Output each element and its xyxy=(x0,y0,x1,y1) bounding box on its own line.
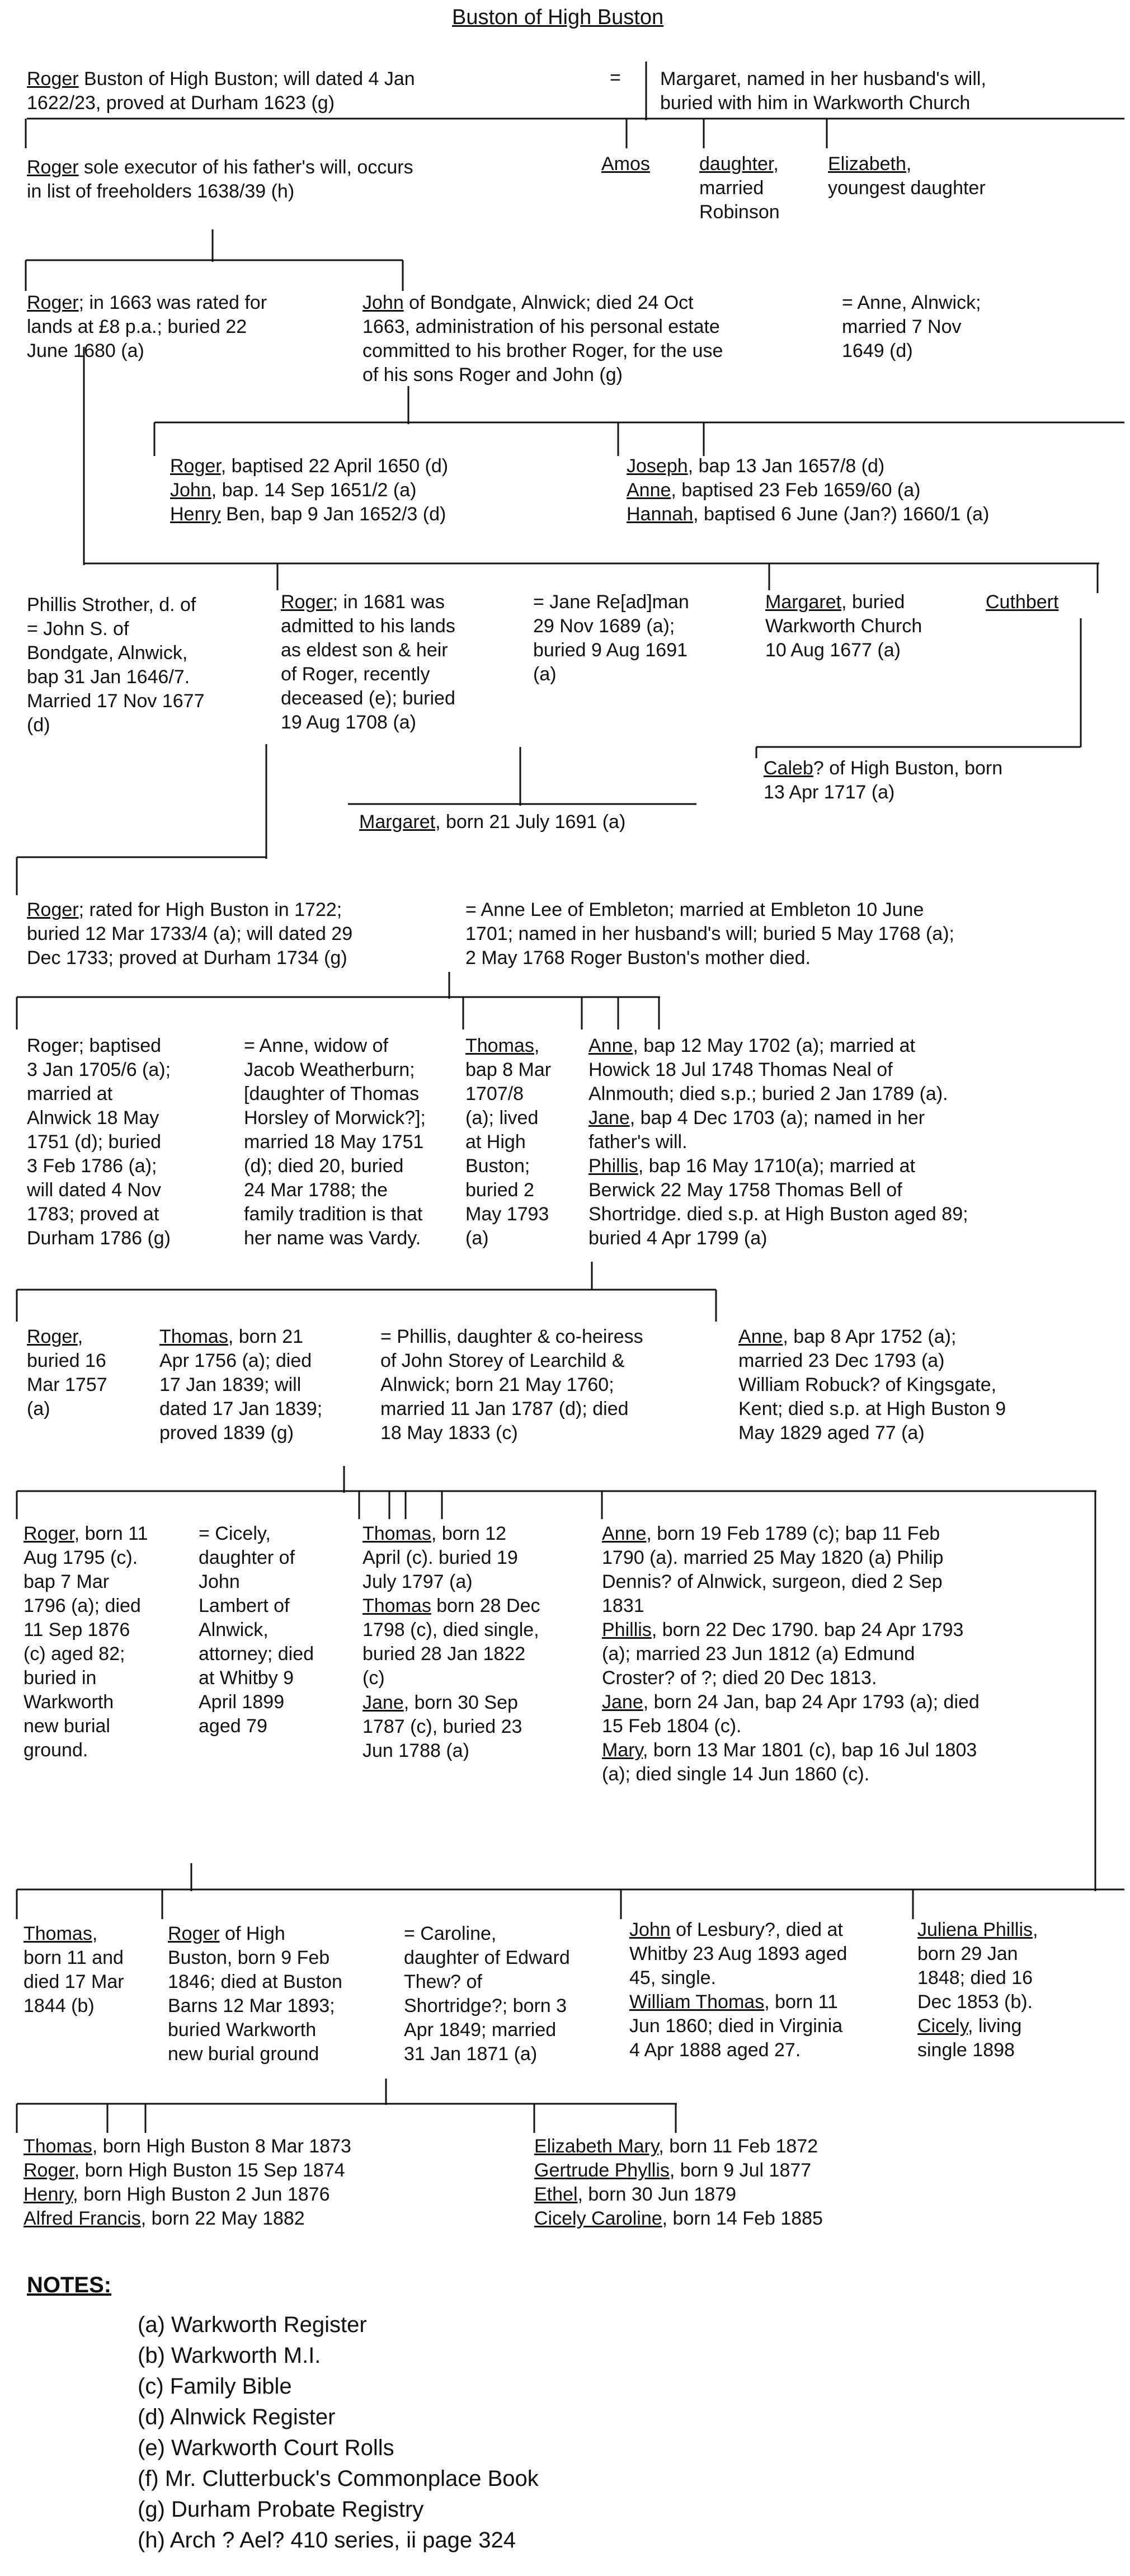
child-entry xyxy=(534,2207,823,2231)
john-children-right xyxy=(627,454,989,527)
person-name: Phillis xyxy=(588,1155,638,1177)
person-name: Roger xyxy=(281,591,333,613)
gen6-anne xyxy=(588,1034,948,1106)
person-details: , born 11 Feb 1872 xyxy=(658,2136,818,2157)
person-details: , married Robinson xyxy=(699,153,780,223)
person-details: , born High Buston 15 Sep 1874 xyxy=(74,2160,345,2181)
person-details: , bap 13 Jan 1657/8 (d) xyxy=(688,455,885,477)
person-name: Anne xyxy=(738,1326,783,1347)
gen9-william xyxy=(629,1990,842,2062)
gen2-elizabeth xyxy=(828,152,986,200)
gen9-roger xyxy=(168,1922,342,2066)
person-details: , born 19 Feb 1789 (c); bap 11 Feb 1790 (a). married 25 May 1820 (a) Philip Dennis? of Alnwick, surgeon, died 2 Sep 1831 xyxy=(602,1523,944,1616)
person-details: , born 11 Jun 1860; died in Virginia 4 Apr 1888 aged 27. xyxy=(629,1991,843,2061)
note-item: (h) Arch ? Ael? 410 series, ii page 324 xyxy=(138,2528,516,2553)
gen6-phillis xyxy=(588,1154,968,1251)
person-name: Roger xyxy=(27,899,79,920)
person-details: , born 29 Jan 1848; died 16 Dec 1853 (b). xyxy=(917,1919,1038,2013)
person-name: Roger xyxy=(27,1326,78,1347)
child-entry xyxy=(23,2135,351,2159)
gen9-thomas xyxy=(23,1922,124,2018)
gen8-mary xyxy=(602,1738,977,1787)
person-name: Roger xyxy=(170,455,221,477)
person-details: , born 30 Jun 1879 xyxy=(577,2184,737,2205)
person-details: , buried 16 Mar 1757 (a) xyxy=(27,1326,107,1419)
child-entry xyxy=(23,2207,351,2231)
person-details: , born 24 Jan, bap 24 Apr 1793 (a); died 15 Feb 1804 (c). xyxy=(602,1691,980,1737)
person-name: Jane xyxy=(602,1691,643,1713)
person-name: Elizabeth Mary xyxy=(534,2136,659,2157)
person-details: , baptised 22 April 1650 (d) xyxy=(220,455,449,477)
person-details: ; rated for High Buston in 1722; buried 12 Mar 1733/4 (a); will dated 29 Dec 1733; proved at Durham 1734 (g) xyxy=(27,899,353,969)
person-name: Roger xyxy=(27,68,79,90)
person-details: , buried Warkworth Church 10 Aug 1677 (a) xyxy=(765,591,922,661)
person-name: Jane xyxy=(362,1692,404,1713)
person-name: Thomas xyxy=(23,1923,92,1944)
person-name: Roger xyxy=(27,292,79,313)
child-entry xyxy=(627,454,989,478)
person-name: Gertrude Phyllis xyxy=(534,2160,670,2181)
person-name: John xyxy=(170,480,211,501)
person-details: , born 21 July 1691 (a) xyxy=(435,811,626,833)
person-name: Caleb xyxy=(764,758,813,779)
notes-heading: NOTES: xyxy=(27,2273,112,2297)
person-name: Thomas xyxy=(23,2136,92,2157)
gen3-anne: = Anne, Alnwick; married 7 Nov 1649 (d) xyxy=(842,292,981,361)
person-name: Henry xyxy=(170,504,221,525)
gen2-roger xyxy=(27,156,413,204)
person-details: of Bondgate, Alnwick; died 24 Oct 1663, administration of his personal estate committed to his brother Roger, for the use of his sons Roger and John (g) xyxy=(362,292,723,386)
person-details: , baptised 6 June (Jan?) 1660/1 (a) xyxy=(693,504,990,525)
child-entry xyxy=(170,502,448,527)
person-name: Cicely Caroline xyxy=(534,2208,662,2229)
gen2-daughter xyxy=(699,152,780,224)
gen8-jane2 xyxy=(602,1690,980,1738)
person-details: , born 11 and died 17 Mar 1844 (b) xyxy=(23,1923,124,2016)
person-name: William Thomas xyxy=(629,1991,765,2013)
gen7-anne xyxy=(738,1325,1006,1445)
marriage-sign: = xyxy=(610,67,621,88)
person-name: Margaret xyxy=(359,811,436,833)
john-children-left xyxy=(170,454,448,527)
gen8-phillis xyxy=(602,1618,963,1690)
person-details: Buston of High Buston; will dated 4 Jan 1622/23, proved at Durham 1623 (g) xyxy=(27,68,415,114)
person-details: , bap 12 May 1702 (a); married at Howick 18 Jul 1748 Thomas Neal of Alnmouth; died s.p.; buried 2 Jan 1789 (a). xyxy=(588,1035,948,1104)
person-name: Anne xyxy=(602,1523,647,1544)
person-name: Anne xyxy=(627,480,671,501)
child-entry xyxy=(534,2159,823,2183)
gen4-phillis: Phillis Strother, d. of = John S. of Bondgate, Alnwick, bap 31 Jan 1646/7. Married 17 Nov 1677 (d) xyxy=(27,594,205,736)
person-details: , born High Buston 2 Jun 1876 xyxy=(73,2184,330,2205)
person-name: Juliena Phillis xyxy=(917,1919,1033,1940)
child-entry xyxy=(627,478,989,502)
person-details: , bap 8 Mar 1707/8 (a); lived at High Buston; buried 2 May 1793 (a) xyxy=(465,1035,552,1249)
person-name: John xyxy=(629,1919,671,1940)
person-details: , bap. 14 Sep 1651/2 (a) xyxy=(211,480,417,501)
gen9-juliena xyxy=(917,1918,1038,2014)
child-entry xyxy=(170,454,448,478)
person-name: Roger xyxy=(23,1523,74,1544)
person-name: Ethel xyxy=(534,2184,578,2205)
person-name: daughter xyxy=(699,153,774,175)
person-name: Thomas xyxy=(159,1326,228,1347)
person-name: Joseph xyxy=(627,455,688,477)
person-details: , born 12 April (c). buried 19 July 1797 (a) xyxy=(362,1523,518,1592)
gen1-margaret: Margaret, named in her husband's will, buried with him in Warkworth Church xyxy=(660,68,986,114)
person-name: Jane xyxy=(588,1107,630,1129)
gen6-roger: Roger; baptised 3 Jan 1705/6 (a); married at Alnwick 18 May 1751 (d); buried 3 Feb 1786 (a); will dated 4 Nov 1783; proved at Durham 1786 (g) xyxy=(27,1035,171,1249)
note-item: (g) Durham Probate Registry xyxy=(138,2497,424,2522)
person-details: , bap 16 May 1710(a); married at Berwick 22 May 1758 Thomas Bell of Shortridge. died s.p. at High Buston aged 89; buried 4 Apr 1799 (a) xyxy=(588,1155,968,1249)
gen8-jane xyxy=(362,1691,522,1763)
gen10-daughters xyxy=(534,2135,823,2231)
gen9-caroline: = Caroline, daughter of Edward Thew? of Shortridge?; born 3 Apr 1849; married 31 Jan 1871 (a) xyxy=(404,1923,570,2065)
person-name: Mary xyxy=(602,1740,643,1761)
person-details: , born 11 Aug 1795 (c). bap 7 Mar 1796 (a); died 11 Sep 1876 (c) aged 82; buried in Warkworth new burial ground. xyxy=(23,1523,148,1761)
person-details: , youngest daughter xyxy=(828,153,986,199)
child-entry xyxy=(534,2135,823,2159)
person-details: , born 9 Jul 1877 xyxy=(669,2160,812,2181)
page-title: Buston of High Buston xyxy=(452,6,664,29)
person-details: , born 13 Mar 1801 (c), bap 16 Jul 1803 (a); died single 14 Jun 1860 (c). xyxy=(602,1740,977,1785)
gen1-roger xyxy=(27,67,415,115)
gen6-anne-widow: = Anne, widow of Jacob Weatherburn; [daughter of Thomas Horsley of Morwick?]; married 18 May 1751 (d); died 20, buried 24 Mar 1788; the family tradition is that her name was Vardy. xyxy=(244,1035,426,1249)
gen7-phillis: = Phillis, daughter & co-heiress of John Storey of Learchild & Alnwick; born 21 May 1760; married 11 Jan 1787 (d); died 18 May 1833 (c) xyxy=(380,1326,643,1444)
person-details: ? of High Buston, born 13 Apr 1717 (a) xyxy=(764,758,1003,803)
note-item: (c) Family Bible xyxy=(138,2374,292,2399)
gen6-thomas xyxy=(465,1034,551,1251)
person-details: , born 14 Feb 1885 xyxy=(662,2208,823,2229)
child-entry xyxy=(23,2159,351,2183)
gen4-caleb xyxy=(764,756,1002,805)
gen10-sons xyxy=(23,2135,351,2231)
person-name: Anne xyxy=(588,1035,633,1056)
gen5-roger xyxy=(27,898,352,970)
gen7-roger xyxy=(27,1325,107,1421)
person-details: , bap 4 Dec 1703 (a); named in her father's will. xyxy=(588,1107,925,1153)
person-name: Henry xyxy=(23,2184,73,2205)
person-details: , born 22 Dec 1790. bap 24 Apr 1793 (a); married 23 Jun 1812 (a) Edmund Croster? of ?; died 20 Dec 1813. xyxy=(602,1619,964,1689)
person-details: ; in 1663 was rated for lands at £8 p.a.; buried 22 June 1680 (a) xyxy=(27,292,267,361)
person-name: Roger xyxy=(23,2160,74,2181)
person-details: , living single 1898 xyxy=(917,2015,1022,2061)
person-name: Thomas xyxy=(465,1035,534,1056)
person-details: of Lesbury?, died at Whitby 23 Aug 1893 aged 45, single. xyxy=(629,1919,848,1989)
gen4-cuthbert: Cuthbert xyxy=(986,591,1059,613)
gen2-amos: Amos xyxy=(601,153,650,175)
gen9-john xyxy=(629,1918,847,1990)
gen8-roger xyxy=(23,1522,148,1762)
child-entry xyxy=(23,2183,351,2207)
person-name: Roger xyxy=(27,157,79,178)
person-name: Phillis xyxy=(602,1619,652,1640)
gen8-cicely: = Cicely, daughter of John Lambert of Alnwick, attorney; died at Whitby 9 April 1899 aged 79 xyxy=(199,1523,314,1737)
gen4-margaret-child xyxy=(359,810,625,834)
gen4-margaret xyxy=(765,590,922,662)
gen9-cicely xyxy=(917,2014,1021,2062)
gen8-thomas1 xyxy=(362,1522,518,1594)
notes-list xyxy=(138,2310,539,2556)
person-details: , bap 8 Apr 1752 (a); married 23 Dec 1793 (a) William Robuck? of Kingsgate, Kent; died s.p. at High Buston 9 May 1829 aged 77 (a) xyxy=(738,1326,1006,1444)
gen8-anne xyxy=(602,1522,943,1618)
child-entry xyxy=(534,2183,823,2207)
person-name: Thomas xyxy=(362,1595,431,1616)
child-entry xyxy=(627,502,989,527)
gen6-jane xyxy=(588,1106,925,1154)
note-item: (a) Warkworth Register xyxy=(138,2312,367,2337)
gen5-anne: = Anne Lee of Embleton; married at Embleton 10 June 1701; named in her husband's will; buried 5 May 1768 (a); 2 May 1768 Roger Buston's mother died. xyxy=(465,899,955,969)
person-details: ; in 1681 was admitted to his lands as eldest son & heir of Roger, recently deceased (e); buried 19 Aug 1708 (a) xyxy=(281,591,455,733)
person-details: , baptised 23 Feb 1659/60 (a) xyxy=(671,480,921,501)
gen3-john xyxy=(362,291,723,387)
person-name: Hannah xyxy=(627,504,694,525)
person-name: Thomas xyxy=(362,1523,431,1544)
child-entry xyxy=(170,478,448,502)
person-details: , born 30 Sep 1787 (c), buried 23 Jun 1788 (a) xyxy=(362,1692,522,1761)
person-details: of High Buston, born 9 Feb 1846; died at Buston Barns 12 Mar 1893; buried Warkworth new burial ground xyxy=(168,1923,342,2065)
note-item: (b) Warkworth M.I. xyxy=(138,2343,321,2368)
note-item: (d) Alnwick Register xyxy=(138,2405,336,2429)
note-item: (f) Mr. Clutterbuck's Commonplace Book xyxy=(138,2466,539,2491)
gen8-thomas2 xyxy=(362,1594,540,1690)
person-name: Margaret xyxy=(765,591,842,613)
person-details: , born 21 Apr 1756 (a); died 17 Jan 1839; will dated 17 Jan 1839; proved 1839 (g) xyxy=(159,1326,323,1444)
person-details: , born High Buston 8 Mar 1873 xyxy=(92,2136,351,2157)
person-name: Cicely xyxy=(917,2015,968,2037)
gen7-thomas xyxy=(159,1325,322,1445)
gen4-jane: = Jane Re[ad]man 29 Nov 1689 (a); buried 9 Aug 1691 (a) xyxy=(533,591,689,685)
person-details: born 28 Dec 1798 (c), died single, buried 28 Jan 1822 (c) xyxy=(362,1595,540,1689)
person-name: John xyxy=(362,292,404,313)
gen3-roger xyxy=(27,291,267,363)
gen4-roger xyxy=(281,590,455,735)
person-details: sole executor of his father's will, occurs in list of freeholders 1638/39 (h) xyxy=(27,157,413,202)
person-details: Ben, bap 9 Jan 1652/3 (d) xyxy=(220,504,446,525)
note-item: (e) Warkworth Court Rolls xyxy=(138,2436,394,2460)
person-details: , born 22 May 1882 xyxy=(140,2208,305,2229)
person-name: Elizabeth xyxy=(828,153,906,175)
person-name: Alfred Francis xyxy=(23,2208,141,2229)
person-name: Roger xyxy=(168,1923,220,1944)
